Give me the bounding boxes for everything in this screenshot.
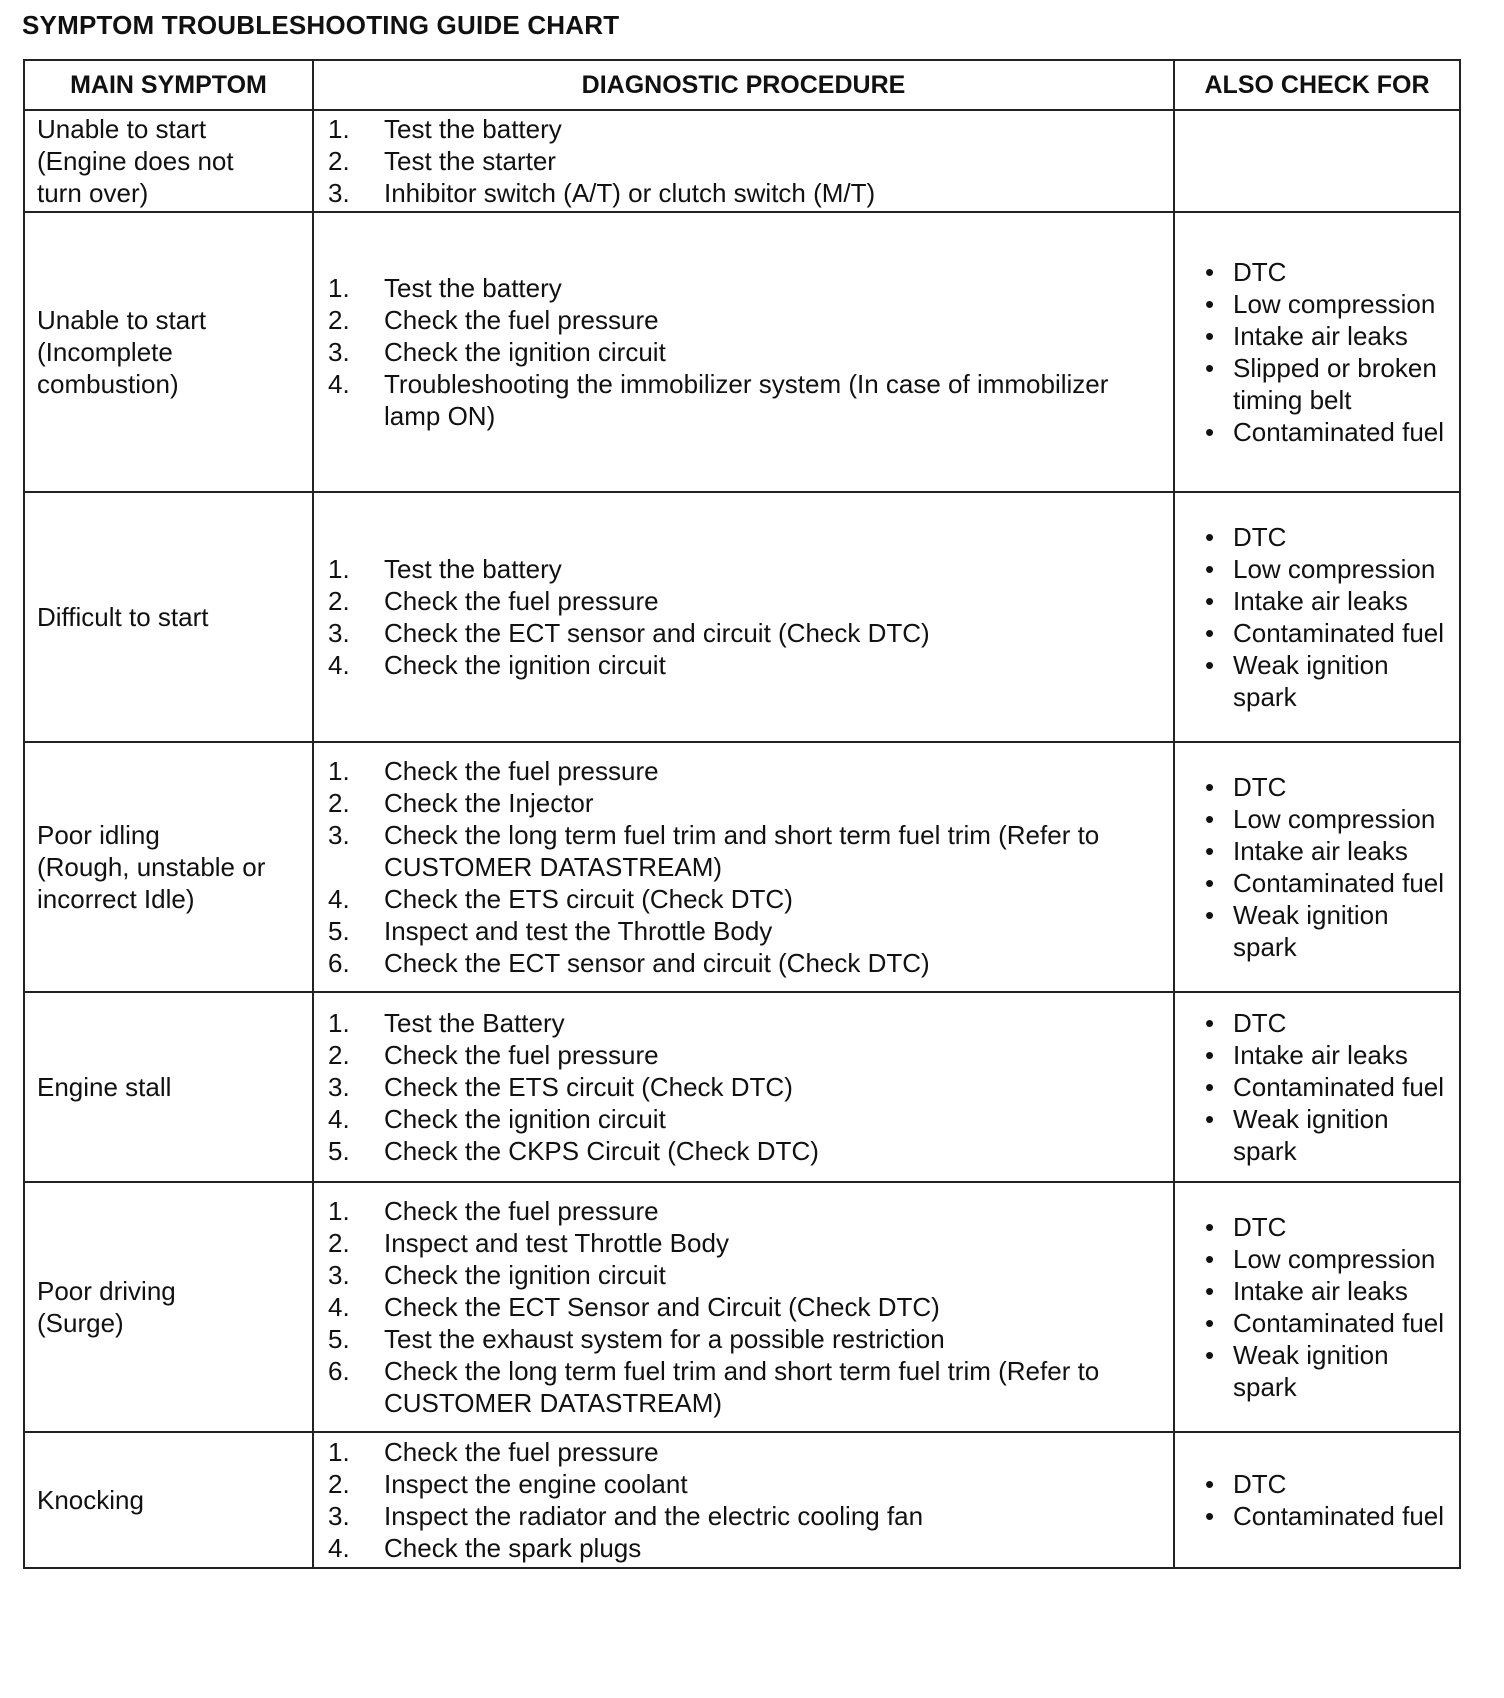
procedure-list (324, 113, 1163, 209)
also-check-text: DTC (1233, 1469, 1287, 1499)
bullet-icon: • (1205, 289, 1215, 319)
step-number: 1. (328, 756, 350, 786)
step-text: Check the ECT Sensor and Circuit (Check DTC) (384, 1292, 940, 1322)
step-text: Check the ignition circuit (384, 1260, 666, 1290)
step-text: Test the battery (384, 114, 562, 144)
also-check-item (1205, 771, 1453, 803)
step-text: Test the Battery (384, 1008, 565, 1038)
step-number: 2. (328, 1228, 350, 1258)
step-text: Check the fuel pressure (384, 586, 659, 616)
symptom-line: incorrect Idle) (37, 884, 195, 914)
also-check-text: Low compression (1233, 554, 1436, 584)
also-check-text: Weak ignition spark (1233, 650, 1389, 712)
also-check-text: Low compression (1233, 289, 1436, 319)
step-text: Check the fuel pressure (384, 305, 659, 335)
procedure-list (324, 1007, 1163, 1167)
also-check-item (1205, 288, 1453, 320)
also-check-text: Weak ignition spark (1233, 1104, 1389, 1166)
bullet-icon: • (1205, 1340, 1215, 1370)
also-check-text: Contaminated fuel (1233, 417, 1445, 447)
symptom-line: Knocking (37, 1485, 144, 1515)
procedure-step (324, 1500, 1163, 1532)
header-diagnostic-procedure: DIAGNOSTIC PROCEDURE (313, 60, 1174, 110)
also-check-text: Intake air leaks (1233, 321, 1408, 351)
also-check-cell (1174, 212, 1460, 492)
also-check-item (1205, 835, 1453, 867)
step-number: 1. (328, 273, 350, 303)
also-check-cell (1174, 492, 1460, 742)
bullet-icon: • (1205, 1104, 1215, 1134)
procedure-step (324, 272, 1163, 304)
step-number: 3. (328, 337, 350, 367)
symptom-line: (Incomplete (37, 337, 173, 367)
symptom-line: (Engine does not (37, 146, 234, 176)
step-number: 4. (328, 1104, 350, 1134)
also-check-item (1205, 617, 1453, 649)
bullet-icon: • (1205, 1308, 1215, 1338)
bullet-icon: • (1205, 900, 1215, 930)
also-check-item (1205, 585, 1453, 617)
bullet-icon: • (1205, 1501, 1215, 1531)
diagnostic-procedure-cell (313, 1182, 1174, 1432)
procedure-step (324, 336, 1163, 368)
also-check-text: Intake air leaks (1233, 1040, 1408, 1070)
step-number: 3. (328, 1501, 350, 1531)
step-number: 1. (328, 114, 350, 144)
table-row (24, 742, 1460, 992)
procedure-list (324, 1436, 1163, 1564)
procedure-step (324, 649, 1163, 681)
procedure-step (324, 819, 1163, 883)
procedure-step (324, 1227, 1163, 1259)
also-check-item (1205, 1039, 1453, 1071)
procedure-step (324, 1071, 1163, 1103)
step-text: Check the ETS circuit (Check DTC) (384, 884, 793, 914)
troubleshooting-table (23, 59, 1461, 1569)
step-number: 1. (328, 1437, 350, 1467)
also-check-text: DTC (1233, 522, 1287, 552)
header-also-check-for: ALSO CHECK FOR (1174, 60, 1460, 110)
also-check-cell (1174, 1432, 1460, 1568)
procedure-step (324, 113, 1163, 145)
procedure-step (324, 1291, 1163, 1323)
also-check-text: Contaminated fuel (1233, 1308, 1445, 1338)
also-check-text: Weak ignition spark (1233, 1340, 1389, 1402)
diagnostic-procedure-cell (313, 992, 1174, 1182)
bullet-icon: • (1205, 836, 1215, 866)
symptom-line: Unable to start (37, 114, 207, 144)
step-text: Inspect the radiator and the electric cooling fan (384, 1501, 924, 1531)
step-number: 3. (328, 1072, 350, 1102)
procedure-list (324, 1195, 1163, 1419)
step-number: 3. (328, 1260, 350, 1290)
step-text: Check the long term fuel trim and short term fuel trim (Refer to CUSTOMER DATASTREAM) (384, 820, 1100, 882)
procedure-step (324, 1039, 1163, 1071)
procedure-step (324, 1468, 1163, 1500)
step-text: Test the battery (384, 273, 562, 303)
procedure-step (324, 1323, 1163, 1355)
bullet-icon: • (1205, 804, 1215, 834)
step-text: Check the spark plugs (384, 1533, 642, 1563)
procedure-step (324, 1135, 1163, 1167)
procedure-step (324, 1532, 1163, 1564)
procedure-step (324, 787, 1163, 819)
step-text: Check the long term fuel trim and short term fuel trim (Refer to CUSTOMER DATASTREAM) (384, 1356, 1100, 1418)
step-number: 2. (328, 1469, 350, 1499)
also-check-cell (1174, 110, 1460, 212)
step-number: 2. (328, 1040, 350, 1070)
also-check-text: Intake air leaks (1233, 586, 1408, 616)
symptom-line: (Rough, unstable or (37, 852, 266, 882)
symptom-line: Difficult to start (37, 602, 209, 632)
page-title: SYMPTOM TROUBLESHOOTING GUIDE CHART (22, 10, 620, 40)
also-check-item (1205, 1500, 1453, 1532)
procedure-step (324, 368, 1163, 432)
bullet-icon: • (1205, 868, 1215, 898)
also-check-text: DTC (1233, 1008, 1287, 1038)
also-check-cell (1174, 742, 1460, 992)
also-check-text: DTC (1233, 772, 1287, 802)
also-check-text: Contaminated fuel (1233, 1501, 1445, 1531)
also-check-list (1205, 771, 1453, 963)
symptom-line: Poor driving (37, 1276, 176, 1306)
bullet-icon: • (1205, 618, 1215, 648)
diagnostic-procedure-cell (313, 492, 1174, 742)
also-check-text: DTC (1233, 1212, 1287, 1242)
procedure-step (324, 755, 1163, 787)
main-symptom-cell (24, 1432, 313, 1568)
step-number: 4. (328, 884, 350, 914)
step-number: 1. (328, 1196, 350, 1226)
step-text: Check the ETS circuit (Check DTC) (384, 1072, 793, 1102)
bullet-icon: • (1205, 1469, 1215, 1499)
step-number: 2. (328, 586, 350, 616)
also-check-text: Weak ignition spark (1233, 900, 1389, 962)
step-number: 6. (328, 948, 350, 978)
procedure-step (324, 177, 1163, 209)
procedure-step (324, 1195, 1163, 1227)
procedure-step (324, 617, 1163, 649)
bullet-icon: • (1205, 586, 1215, 616)
bullet-icon: • (1205, 1212, 1215, 1242)
table-row (24, 992, 1460, 1182)
also-check-item (1205, 320, 1453, 352)
procedure-step (324, 883, 1163, 915)
procedure-step (324, 1103, 1163, 1135)
main-symptom-cell (24, 492, 313, 742)
also-check-list (1205, 521, 1453, 713)
step-text: Test the exhaust system for a possible restriction (384, 1324, 945, 1354)
procedure-step (324, 145, 1163, 177)
procedure-step (324, 1355, 1163, 1419)
also-check-item (1205, 1339, 1453, 1403)
also-check-text: Intake air leaks (1233, 836, 1408, 866)
step-number: 2. (328, 146, 350, 176)
bullet-icon: • (1205, 1072, 1215, 1102)
main-symptom-cell (24, 212, 313, 492)
main-symptom-cell (24, 110, 313, 212)
also-check-item (1205, 649, 1453, 713)
step-number: 3. (328, 820, 350, 850)
bullet-icon: • (1205, 417, 1215, 447)
main-symptom-cell (24, 742, 313, 992)
also-check-text: Low compression (1233, 1244, 1436, 1274)
step-number: 6. (328, 1356, 350, 1386)
step-number: 4. (328, 1533, 350, 1563)
main-symptom-cell (24, 1182, 313, 1432)
symptom-line: Poor idling (37, 820, 160, 850)
procedure-step (324, 304, 1163, 336)
procedure-step (324, 553, 1163, 585)
also-check-item (1205, 1275, 1453, 1307)
step-number: 3. (328, 178, 350, 208)
also-check-list (1205, 256, 1453, 448)
step-text: Inspect and test the Throttle Body (384, 916, 773, 946)
also-check-item (1205, 416, 1453, 448)
symptom-line: Unable to start (37, 305, 207, 335)
also-check-item (1205, 899, 1453, 963)
also-check-text: DTC (1233, 257, 1287, 287)
procedure-step (324, 947, 1163, 979)
step-number: 2. (328, 305, 350, 335)
diagnostic-procedure-cell (313, 110, 1174, 212)
step-text: Check the ignition circuit (384, 650, 666, 680)
also-check-list (1205, 1468, 1453, 1532)
also-check-list (1205, 1007, 1453, 1167)
also-check-item (1205, 1468, 1453, 1500)
step-text: Troubleshooting the immobilizer system (In case of immobilizer lamp ON) (384, 369, 1109, 431)
step-number: 4. (328, 650, 350, 680)
step-number: 5. (328, 1324, 350, 1354)
step-number: 1. (328, 1008, 350, 1038)
step-text: Check the CKPS Circuit (Check DTC) (384, 1136, 819, 1166)
table-body (24, 110, 1460, 1568)
bullet-icon: • (1205, 353, 1215, 383)
step-text: Check the fuel pressure (384, 1437, 659, 1467)
step-text: Check the ignition circuit (384, 337, 666, 367)
step-number: 1. (328, 554, 350, 584)
also-check-item (1205, 553, 1453, 585)
also-check-item (1205, 1307, 1453, 1339)
step-text: Inhibitor switch (A/T) or clutch switch (M/T) (384, 178, 876, 208)
step-text: Check the fuel pressure (384, 1196, 659, 1226)
also-check-item (1205, 352, 1453, 416)
step-text: Inspect and test Throttle Body (384, 1228, 729, 1258)
also-check-item (1205, 1211, 1453, 1243)
also-check-item (1205, 803, 1453, 835)
also-check-cell (1174, 992, 1460, 1182)
symptom-line: Engine stall (37, 1072, 172, 1102)
also-check-item (1205, 256, 1453, 288)
step-text: Check the ECT sensor and circuit (Check DTC) (384, 618, 930, 648)
step-number: 4. (328, 369, 350, 399)
procedure-list (324, 272, 1163, 432)
step-text: Check the Injector (384, 788, 594, 818)
bullet-icon: • (1205, 650, 1215, 680)
step-number: 3. (328, 618, 350, 648)
step-number: 5. (328, 916, 350, 946)
step-text: Inspect the engine coolant (384, 1469, 688, 1499)
symptom-line: (Surge) (37, 1308, 124, 1338)
diagnostic-procedure-cell (313, 742, 1174, 992)
bullet-icon: • (1205, 257, 1215, 287)
step-text: Check the ECT sensor and circuit (Check DTC) (384, 948, 930, 978)
also-check-text: Slipped or broken timing belt (1233, 353, 1437, 415)
step-text: Check the fuel pressure (384, 756, 659, 786)
table-row (24, 1432, 1460, 1568)
table-row (24, 1182, 1460, 1432)
step-number: 5. (328, 1136, 350, 1166)
procedure-step (324, 1436, 1163, 1468)
also-check-text: Intake air leaks (1233, 1276, 1408, 1306)
also-check-item (1205, 1007, 1453, 1039)
bullet-icon: • (1205, 522, 1215, 552)
table-row (24, 110, 1460, 212)
bullet-icon: • (1205, 321, 1215, 351)
procedure-step (324, 585, 1163, 617)
also-check-text: Low compression (1233, 804, 1436, 834)
also-check-item (1205, 1103, 1453, 1167)
diagnostic-procedure-cell (313, 1432, 1174, 1568)
procedure-step (324, 1007, 1163, 1039)
also-check-text: Contaminated fuel (1233, 1072, 1445, 1102)
bullet-icon: • (1205, 554, 1215, 584)
also-check-text: Contaminated fuel (1233, 618, 1445, 648)
also-check-item (1205, 521, 1453, 553)
table-row (24, 212, 1460, 492)
step-text: Test the starter (384, 146, 556, 176)
also-check-list (1205, 1211, 1453, 1403)
also-check-item (1205, 1071, 1453, 1103)
procedure-step (324, 1259, 1163, 1291)
procedure-list (324, 755, 1163, 979)
symptom-line: turn over) (37, 178, 149, 208)
step-number: 4. (328, 1292, 350, 1322)
step-text: Check the ignition circuit (384, 1104, 666, 1134)
also-check-item (1205, 1243, 1453, 1275)
also-check-text: Contaminated fuel (1233, 868, 1445, 898)
step-number: 2. (328, 788, 350, 818)
table-row (24, 492, 1460, 742)
procedure-list (324, 553, 1163, 681)
bullet-icon: • (1205, 1244, 1215, 1274)
bullet-icon: • (1205, 1008, 1215, 1038)
bullet-icon: • (1205, 772, 1215, 802)
header-row (24, 60, 1460, 110)
also-check-item (1205, 867, 1453, 899)
bullet-icon: • (1205, 1276, 1215, 1306)
step-text: Check the fuel pressure (384, 1040, 659, 1070)
main-symptom-cell (24, 992, 313, 1182)
procedure-step (324, 915, 1163, 947)
also-check-cell (1174, 1182, 1460, 1432)
symptom-line: combustion) (37, 369, 179, 399)
diagnostic-procedure-cell (313, 212, 1174, 492)
bullet-icon: • (1205, 1040, 1215, 1070)
header-main-symptom: MAIN SYMPTOM (24, 60, 313, 110)
step-text: Test the battery (384, 554, 562, 584)
